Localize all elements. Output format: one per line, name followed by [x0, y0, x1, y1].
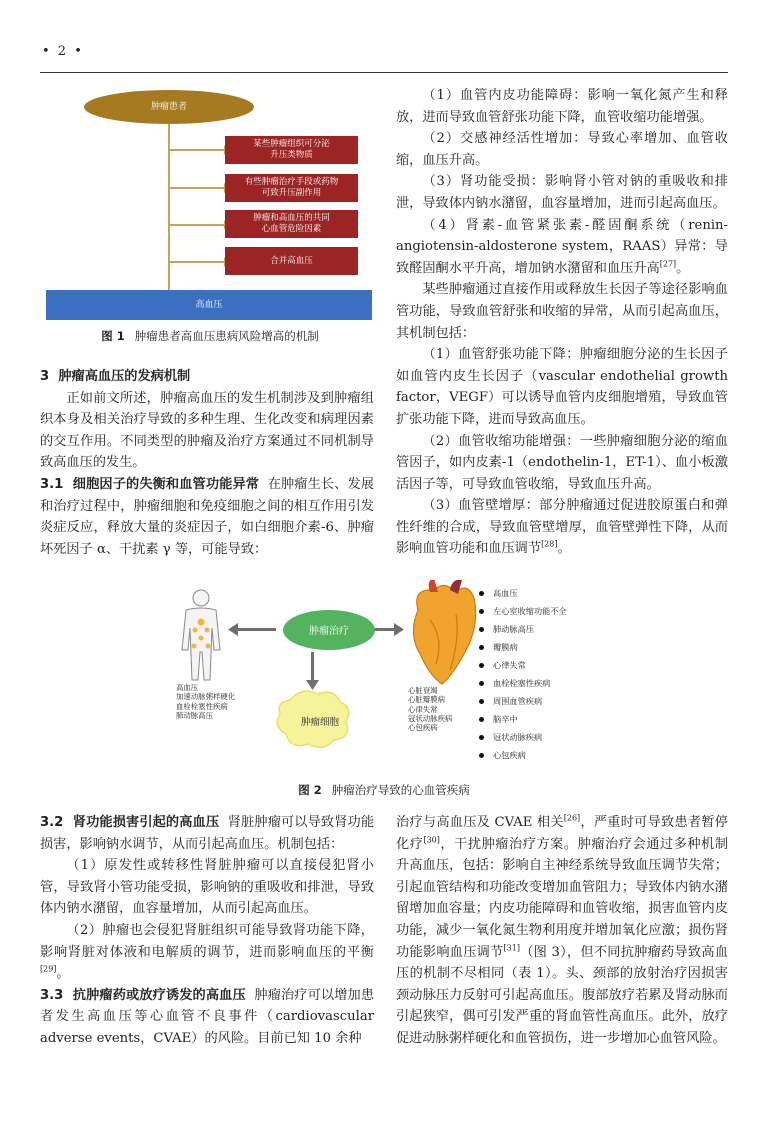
mechanism-box: 合并高血压	[225, 247, 358, 275]
cvd-list-item: 高血压	[479, 584, 567, 602]
heart-note: 心律失常	[408, 704, 438, 714]
figure-1	[40, 82, 380, 322]
cvd-list-item: 周围血管疾病	[479, 693, 567, 711]
paragraph: 正如前文所述，肿瘤高血压的发生机制涉及到肿瘤组织本身及相关治疗导致的多种生理、生化改变和病理因素的交互作用。不同类型的肿瘤及治疗方案通过不同机制导致高血压的发生。	[40, 390, 374, 471]
figure2-caption: 图 2 肿瘤治疗导致的心血管疾病	[298, 783, 470, 797]
heart-icon	[413, 580, 475, 684]
arrow-icon	[306, 652, 319, 690]
paragraph: （2）血管收缩功能增强：一些肿瘤细胞分泌的缩血管因子，如内皮素-1（endothelin-1，ET-1）、血小板激活因子等，可导致血管收缩，导致血压升高。	[396, 433, 728, 492]
arrow-icon	[170, 149, 225, 151]
cvd-list-item: 左心室收缩功能不全	[479, 602, 567, 620]
header-rule	[40, 72, 728, 73]
bullet-icon	[479, 627, 484, 632]
bullet-icon	[479, 753, 484, 758]
cvd-list-item: 血栓栓塞性疾病	[479, 674, 567, 692]
bullet-icon	[479, 717, 484, 722]
heart-note: 心脏瓣膜病	[408, 695, 445, 705]
body-note: 肺动脉高压	[176, 710, 213, 720]
body-notes	[176, 683, 235, 720]
bullet-icon	[479, 681, 484, 686]
tumor-cell-label: 肿瘤细胞	[300, 717, 339, 728]
right-column-top	[396, 85, 728, 560]
heart-note: 心包疾病	[408, 723, 438, 733]
paragraph: （4）肾素-血管紧张素-醛固酮系统（renin-angiotensin-aldosterone system，RAAS）异常：导致醛固酮水平升高，增加钠水潴留和血压升高[27]。	[396, 217, 728, 276]
left-column-bottom	[40, 812, 374, 1050]
mechanism-box: 有些肿瘤治疗手段或药物 可致升压副作用	[225, 174, 358, 202]
bullet-icon	[479, 663, 484, 668]
paragraph: 治疗与高血压及 CVAE 相关[26]，严重时可导致患者暂停化疗[30]，干扰肿瘤治疗方案。肿瘤治疗会通过多种机制升高血压，包括：影响自主神经系统导致血压调节失常；引起血管结构和功能改变增加血管阻力；导致体内钠水潴留增加血容量；内皮功能障碍和血管收缩，损害血管内皮功能，减少一氧化氮生物利用度并增加氧化应激；损伤肾功能影响血压调节[31]（图 3），但不同抗肿瘤药导致高血压的机制不尽相同（表 1）。头、颈部的放射治疗因损害颈动脉压力反射可引起高血压。腹部放疗若累及肾动脉而引起狭窄，偶可引发严重的肾血管性高血压。此外，放疗促进动脉粥样硬化和血管损伤，进一步增加心血管风险。	[396, 813, 729, 1046]
section-3-heading: 3 肿瘤高血压的发病机制	[40, 369, 191, 384]
bullet-icon	[479, 591, 484, 596]
paragraph: （1）原发性或转移性肾脏肿瘤可以直接侵犯肾小管，导致肾小管功能受损，影响钠的重吸收和排泄，导致体内钠水潴留，血容量增加，从而引起高血压。	[40, 858, 374, 917]
arrow-icon	[228, 623, 276, 636]
body-note: 高血压	[176, 683, 199, 692]
section-3-2: 3.2 肾功能损害引起的高血压 肾脏肿瘤可以导致肾功能损害，影响钠水调节，从而引起高血压。机制包括：	[40, 815, 375, 852]
heart-note: 冠状动脉疾病	[408, 713, 453, 723]
paragraph: 某些肿瘤通过直接作用或释放生长因子等途径影响血管功能，导致血管舒张和收缩的异常，从而引起高血压，其机制包括：	[396, 282, 728, 341]
bullet-icon	[479, 699, 484, 704]
body-note: 血栓栓塞性疾病	[176, 701, 228, 711]
bullet-icon	[479, 735, 484, 740]
arrow-icon	[170, 261, 225, 263]
cvd-list-item: 瓣膜病	[479, 638, 567, 656]
mechanism-box: 某些肿瘤组织可分泌 升压类物质	[225, 136, 358, 164]
cvd-list-item: 心律失常	[479, 656, 567, 674]
cvd-list-item: 肺动脉高压	[479, 620, 567, 638]
paragraph: （3）血管壁增厚：部分肿瘤通过促进胶原蛋白和弹性纤维的合成，导致血管壁增厚，血管壁弹性下降，从而影响血管功能和血压调节[28]。	[396, 498, 728, 557]
heart-notes	[408, 686, 452, 732]
arrow-icon	[170, 224, 225, 226]
left-column-top	[40, 366, 374, 560]
cvd-list-item: 心包疾病	[479, 747, 567, 765]
arrow-icon	[170, 187, 225, 189]
figure-2	[168, 580, 608, 766]
tumor-patient-ellipse: 肿瘤患者	[84, 90, 254, 124]
section-3-3: 3.3 抗肿瘤药或放疗诱发的高血压 肿瘤治疗可以增加患者发生高血压等心血管不良事件（cardiovascular adverse events，CVAE）的风险。目前已知 10 余种	[40, 987, 375, 1046]
section-3-1: 3.1 细胞因子的失衡和血管功能异常 在肿瘤生长、发展和治疗过程中，肿瘤细胞和免疫细胞之间的相互作用引发炎症反应，释放大量的炎症因子，如白细胞介素-6、肿瘤坏死因子 α、干扰素 γ 等，可能导致：	[40, 476, 375, 557]
paragraph: （2）肿瘤也会侵犯肾脏组织可能导致肾功能下降，影响肾脏对体液和电解质的调节，进而影响血压的平衡[29]。	[40, 922, 374, 982]
paragraph: （3）肾功能受损：影响肾小管对钠的重吸收和排泄，导致体内钠水潴留，血容量增加，进而引起高血压。	[396, 174, 728, 211]
paragraph: （1）血管内皮功能障碍：影响一氧化氮产生和释放，进而导致血管舒张功能下降，血管收缩功能增强。	[396, 88, 728, 125]
human-body-icon	[182, 590, 220, 680]
mechanism-box: 肿瘤和高血压的共同 心血管危险因素	[225, 210, 358, 238]
heart-note: 心脏衰竭	[408, 686, 438, 695]
paragraph: （1）血管舒张功能下降：肿瘤细胞分泌的生长因子如血管内皮生长因子（vascular endothelial growth factor，VEGF）可以诱导血管内皮细胞增殖，导致血管扩张功能下降，进而导致高血压。	[396, 347, 728, 427]
body-note: 加速动脉粥样硬化	[176, 692, 236, 702]
bullet-icon	[479, 645, 484, 650]
page-number: • 2 •	[42, 44, 84, 59]
tumor-therapy-label: 肿瘤治疗	[309, 626, 349, 637]
paragraph: （2）交感神经活性增加：导致心率增加、血管收缩，血压升高。	[396, 131, 728, 168]
cvd-list	[479, 584, 567, 765]
hypertension-bar: 高血压	[46, 290, 372, 320]
figure1-caption: 图 1 肿瘤患者高血压患病风险增高的机制	[101, 329, 319, 343]
right-column-bottom	[396, 812, 728, 1050]
cvd-list-item: 脑卒中	[479, 711, 567, 729]
bullet-icon	[479, 609, 484, 614]
cvd-list-item: 冠状动脉疾病	[479, 729, 567, 747]
